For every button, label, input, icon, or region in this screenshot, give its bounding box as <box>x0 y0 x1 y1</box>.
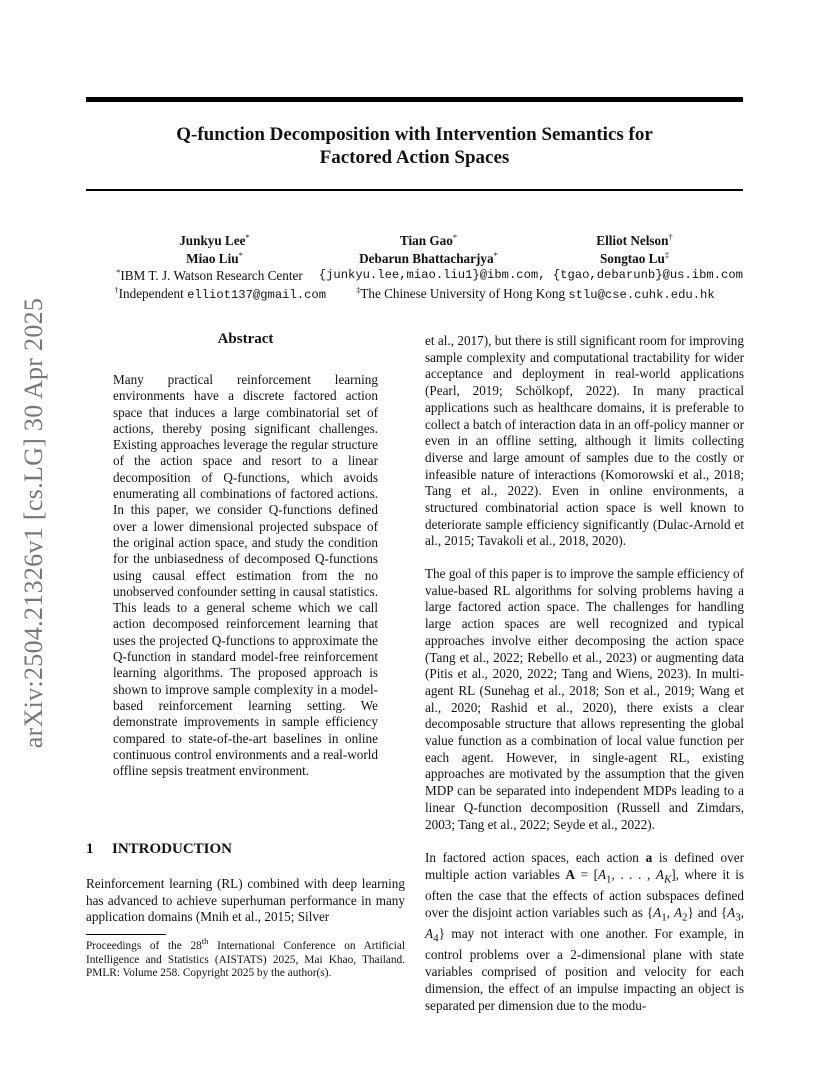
title-bottom-rule <box>86 189 743 191</box>
paper-title: Q-function Decomposition with Intervention Semantics for Factored Action Spaces <box>176 124 653 168</box>
affiliation-cuhk: ‡The Chinese University of Hong Kong stlu@cse.cuhk.edu.hk <box>356 284 715 302</box>
footnote-rule <box>86 934 166 935</box>
affiliation-ibm: *IBM T. J. Watson Research Center <box>116 267 303 283</box>
right-column-paragraph-3: In factored action spaces, each action a is defined over multiple action variables $A = [A_1$, . . . , $A_K$], where it is often the case that the effects of action subspaces defined over the disjoint action variables such as {$A_1$, $A_2$} and {$A_3$, $A_4$} may not interact with one another. For example, in control problems over a 2-dimensional plane with state variables comprised of position and velocity for each dimension, the effect of an impulse impacting an object is separated per dimension due to the modu- <box>425 850 745 1013</box>
proceedings-footnote: Proceedings of the 28th International Conference on Artificial Intelligence and Statistics (AISTATS) 2025, Mai Khao, Thailand. PMLR: Volume 258. Copyright 2025 by the author(s). <box>86 936 405 980</box>
intro-paragraph-1: Reinforcement learning (RL) combined with deep learning has advanced to achieve superhuman performance in many application domains (Mnih et al., 2015; Silver <box>86 876 405 925</box>
author-miao: Miao Liu* <box>186 249 243 266</box>
abstract-heading: Abstract <box>217 331 274 347</box>
right-column-paragraph-1: et al., 2017), but there is still significant room for improving sample complexity and computational tractability for wider acceptance and deployment in real-world applications (Pearl, 2019; Schölkopf, 2022). In many practical applications such as healthcare domains, it is preferable to collect a batch of interaction data in an off-policy manner or even in an offline setting, although it limits collecting diverse and large amount of samples due to the costly or infeasible nature of interactions (Komorowski et al., 2018; Tang et al., 2022). Even in online environments, a structured combinatorial action space is well known to deteriorate sample efficiency significantly (Dulac-Arnold et al., 2015; Tavakoli et al., 2018, 2020). <box>425 333 744 549</box>
right-column-paragraph-2: The goal of this paper is to improve the sample efficiency of value-based RL algorithms for solving problems having a large factored action space. The challenges for handling large action spaces are well recognized and typical approaches involve either decomposing the action space (Tang et al., 2022; Rebello et al., 2023) or augmenting data (Pitis et al., 2020, 2022; Tang and Wiens, 2023). In multi-agent RL (Sunehag et al., 2018; Son et al., 2019; Wang et al., 2020; Rashid et al., 2020), there exists a clear decomposable structure that allows representing the global value function as a combination of local value function per each agent. However, in single-agent RL, existing approaches are motivated by the assumption that the given MDP can be separated into independent MDPs leading to a linear Q-function decomposition (Russell and Zimdars, 2003; Tang et al., 2022; Seyde et al., 2022). <box>425 566 744 832</box>
author-junkyu: Junkyu Lee* <box>179 232 250 248</box>
section-heading-introduction: 1 INTRODUCTION <box>86 841 233 857</box>
title-top-rule <box>86 97 743 102</box>
author-block <box>86 232 743 304</box>
arxiv-identifier: arXiv:2504.21326v1 [cs.LG] 30 Apr 2025 <box>19 297 48 748</box>
affiliation-independent: †Independent elliot137@gmail.com <box>114 284 327 302</box>
author-debarun: Debarun Bhattacharjya* <box>359 249 498 266</box>
author-tian: Tian Gao* <box>399 232 458 248</box>
author-elliot: Elliot Nelson† <box>596 232 673 248</box>
abstract-body: Many practical reinforcement learning environments have a discrete factored action space that induces a large combinatorial set of actions, thereby posing significant challenges. Existing approaches leverage the regular structure of the action space and resort to a linear decomposition of Q-functions, which avoids enumerating all combinations of factored actions. In this paper, we consider Q-functions defined over a lower dimensional projected subspace of the original action space, and study the condition for the unbiasedness of decomposed Q-functions using causal effect estimation from the no unobserved confounder setting in causal statistics. This leads to a general scheme which we call action decomposed reinforcement learning that uses the projected Q-functions to approximate the Q-function in standard model-free reinforcement learning algorithms. The proposed approach is shown to improve sample complexity in a model-based reinforcement learning setting. We demonstrate improvements in sample efficiency compared to state-of-the-art baselines in online continuous control environments and a real-world offline sepsis treatment environment. <box>113 372 378 779</box>
email-ibm: {junkyu.lee,miao.liu1}@ibm.com, {tgao,debarunb}@us.ibm.com <box>318 268 743 282</box>
author-songtao: Songtao Lu‡ <box>599 249 670 266</box>
